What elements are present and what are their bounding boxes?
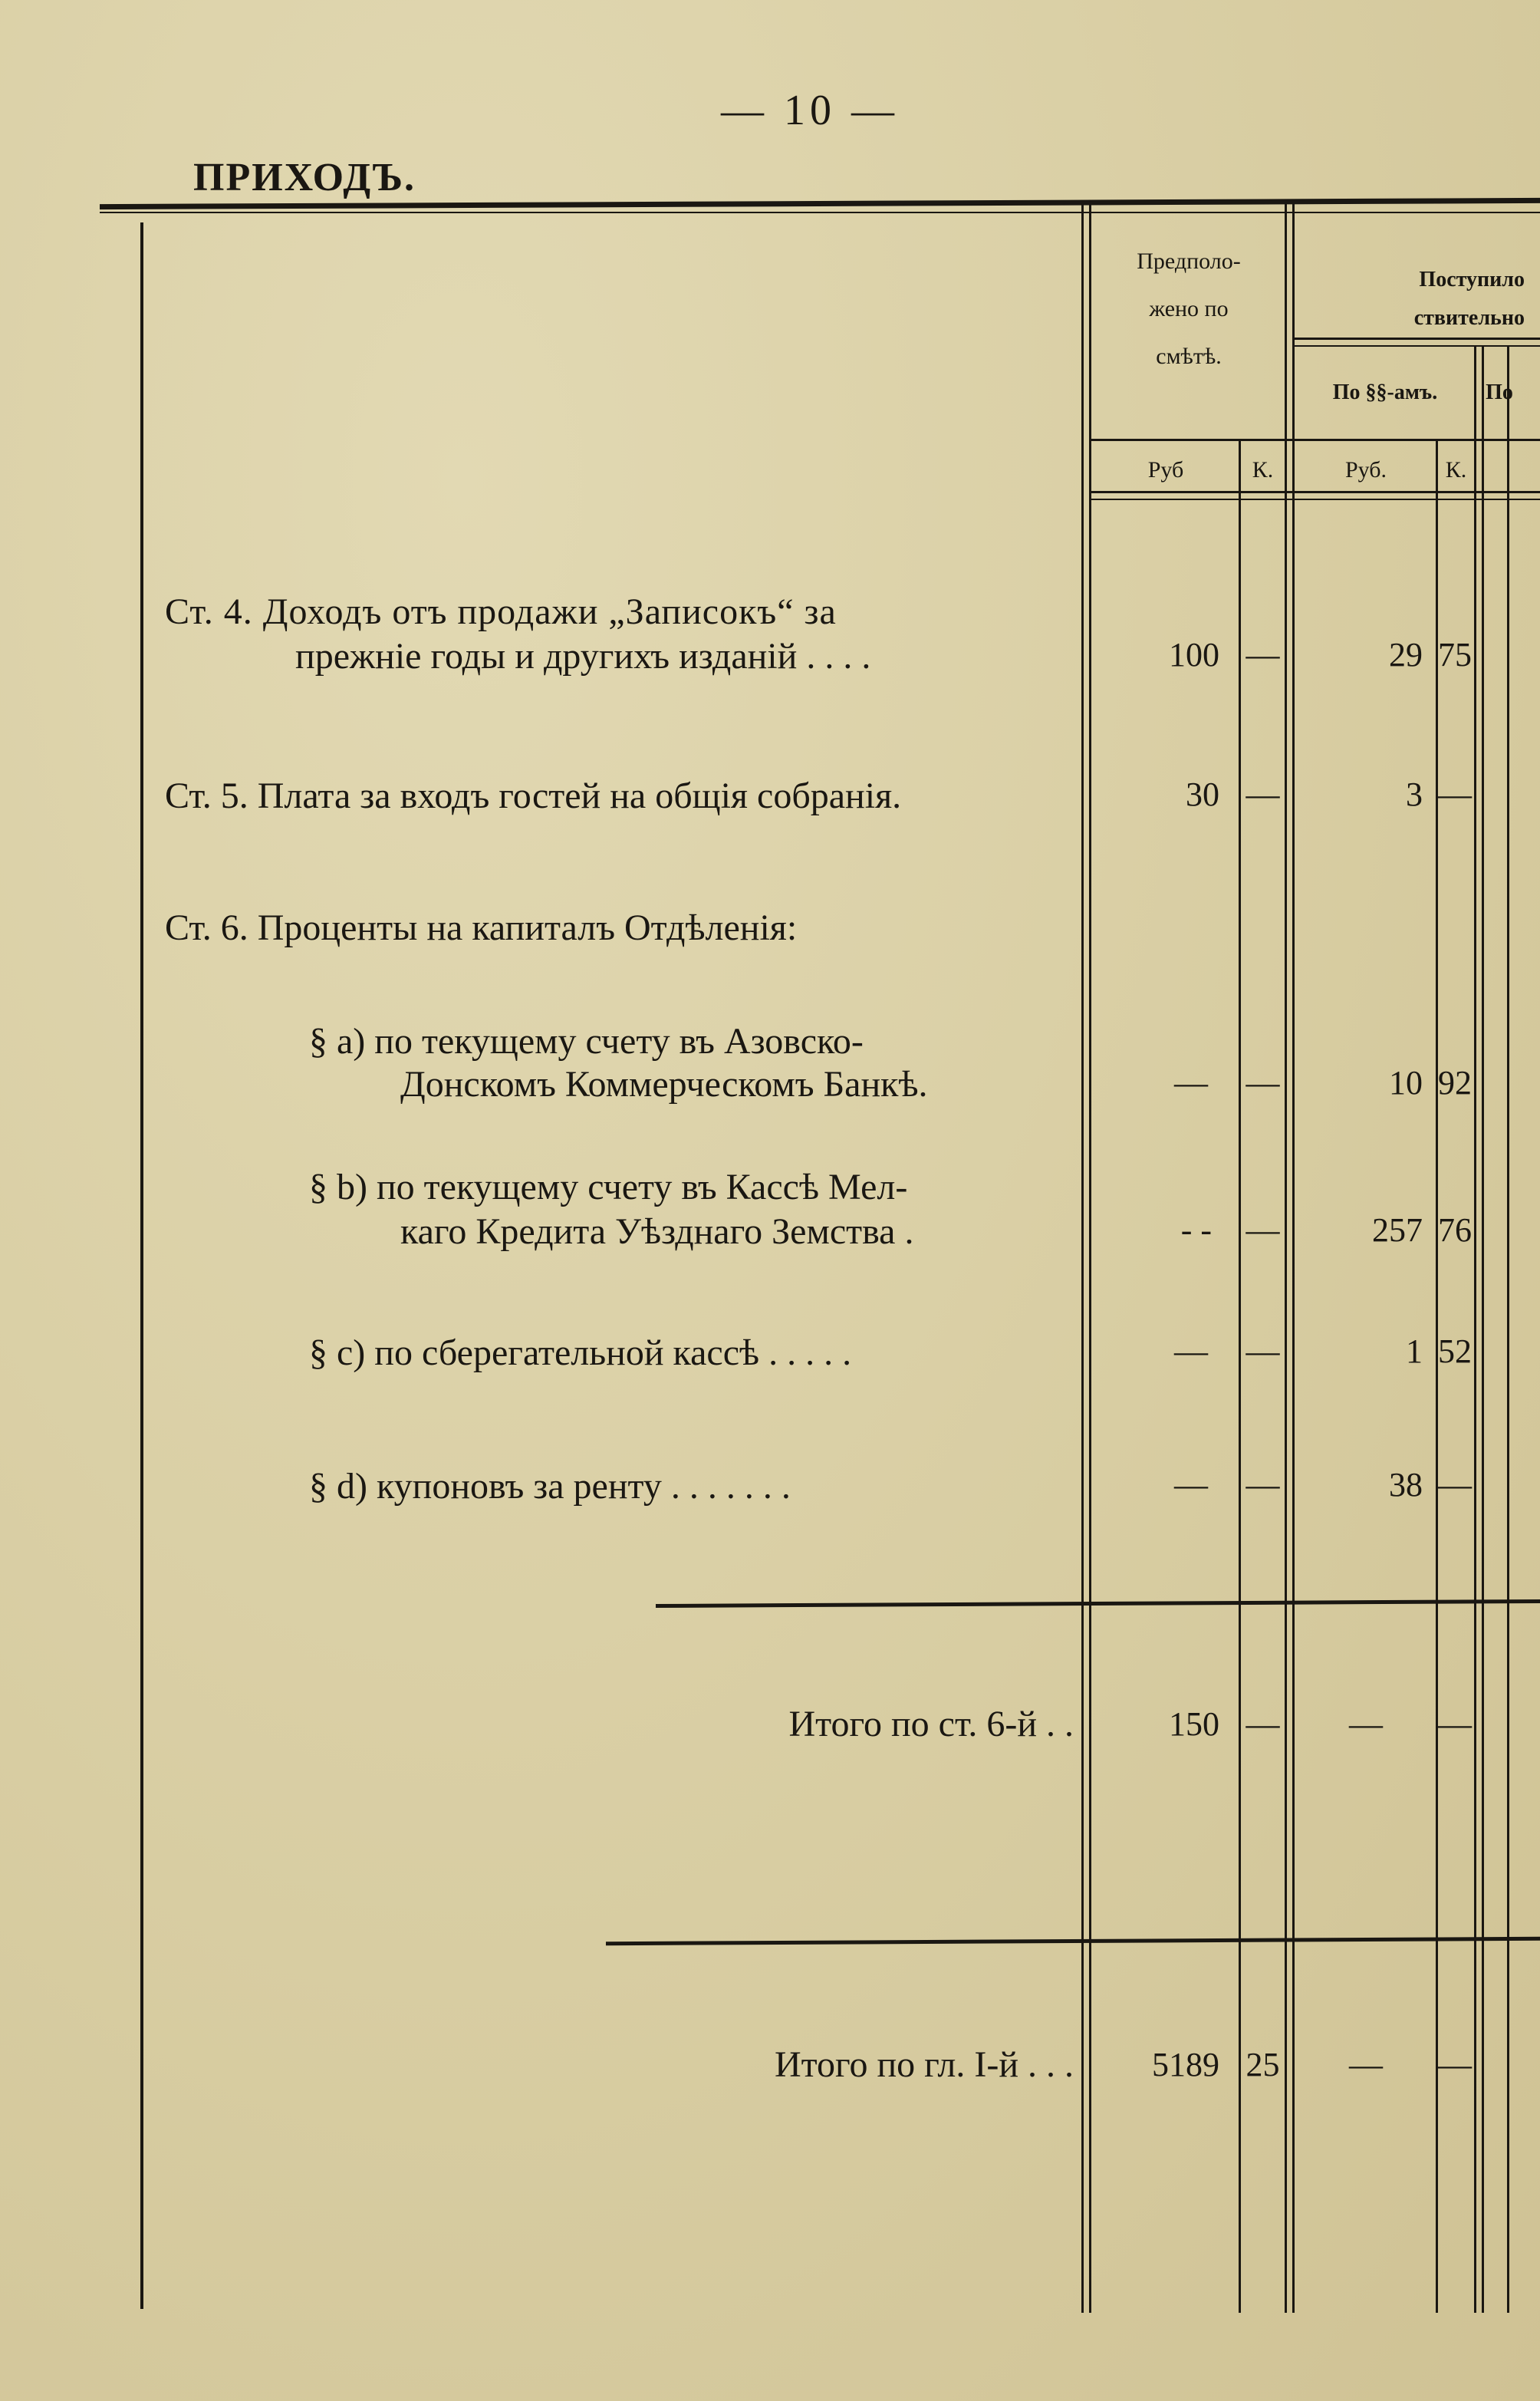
header-bottom-rule2: [1091, 499, 1540, 500]
est-rub: —: [1174, 1064, 1208, 1102]
row-label-line1: Ст. 4. Доходъ отъ продажи „Записокъ“ за: [165, 591, 837, 632]
rec-kop: 75: [1438, 636, 1472, 674]
est-kop: —: [1245, 1705, 1280, 1743]
header-rub: Руб: [1147, 457, 1184, 483]
est-kop: —: [1245, 1211, 1280, 1249]
est-kop: —: [1245, 776, 1280, 813]
subtotal-rule: [656, 1599, 1540, 1608]
col-divider-3b: [1482, 345, 1484, 2313]
est-rub: 30: [1186, 776, 1219, 813]
rec-rub: 3: [1406, 776, 1423, 813]
rec-rub: 1: [1406, 1332, 1423, 1370]
rec-kop: —: [1438, 1466, 1472, 1504]
header-received-rule: [1295, 338, 1540, 340]
header-by-sections: По §§-амъ.: [1332, 380, 1438, 404]
top-rule-thin: [100, 212, 1540, 213]
rec-kop: —: [1438, 776, 1472, 813]
rec-kop: 92: [1438, 1064, 1472, 1102]
row-label-line2: каго Кредита Уѣзднаго Земства .: [400, 1211, 914, 1252]
col-divider-3: [1474, 345, 1476, 2313]
row-label-line1: § c) по сберегательной кассѣ . . . . .: [309, 1332, 852, 1373]
rec-kop: —: [1438, 2046, 1472, 2083]
header-units-rule: [1091, 439, 1540, 441]
row-label-line1: Ст. 6. Проценты на капиталъ Отдѣленія:: [165, 907, 798, 948]
total-label: Итого по гл. I-й . . .: [774, 2044, 1074, 2085]
header-by-cut: По: [1486, 380, 1513, 404]
est-kop: —: [1245, 636, 1280, 674]
est-rub: —: [1174, 1466, 1208, 1504]
col-divider-2: [1285, 203, 1287, 2313]
est-rub: 100: [1169, 636, 1219, 674]
col-divider-kop1: [1239, 441, 1241, 2313]
header-kop: К.: [1252, 457, 1274, 483]
est-kop: —: [1245, 1466, 1280, 1504]
page-number: — 10 —: [721, 87, 899, 134]
header-received: Поступило ствительно: [1413, 268, 1525, 330]
left-border: [140, 222, 143, 2309]
est-rub: - -: [1180, 1211, 1212, 1249]
total-rule: [606, 1937, 1540, 1945]
col-divider-kop2: [1436, 441, 1438, 2313]
total-label: Итого по ст. 6-й . .: [788, 1704, 1074, 1744]
rec-kop: 76: [1438, 1211, 1472, 1249]
est-rub: 5189: [1152, 2046, 1219, 2083]
est-kop: —: [1245, 1064, 1280, 1102]
header-bottom-rule: [1091, 491, 1540, 493]
row-label-line2: прежніе годы и другихъ изданій . . . .: [295, 636, 871, 677]
est-rub: —: [1174, 1332, 1208, 1370]
header-estimated: Предполо- жено по смѣтѣ.: [1137, 249, 1241, 369]
row-label-line1: § b) по текущему счету въ Кассѣ Мел-: [309, 1167, 908, 1207]
row-label-line1: § d) купоновъ за ренту . . . . . . .: [309, 1466, 791, 1507]
col-divider-1: [1081, 203, 1084, 2313]
rec-rub: 10: [1389, 1064, 1423, 1102]
rec-rub: 29: [1389, 636, 1423, 674]
row-label-line1: Ст. 5. Плата за входъ гостей на общія собранія.: [165, 776, 902, 816]
rec-kop: —: [1438, 1705, 1472, 1743]
rec-kop: 52: [1438, 1332, 1472, 1370]
col-divider-1b: [1089, 203, 1091, 2313]
est-rub: 150: [1169, 1705, 1219, 1743]
col-divider-4: [1507, 345, 1509, 2313]
header-kop2: К.: [1445, 457, 1467, 483]
est-kop: 25: [1245, 2046, 1280, 2083]
header-rub2: Руб.: [1344, 457, 1387, 483]
rec-rub: 38: [1389, 1466, 1423, 1504]
est-kop: —: [1245, 1332, 1280, 1370]
page-heading: ПРИХОДЪ.: [193, 156, 416, 199]
header-received-rule2: [1295, 345, 1540, 347]
col-divider-2b: [1292, 203, 1295, 2313]
row-label-line2: Донскомъ Коммерческомъ Банкѣ.: [400, 1064, 928, 1105]
rec-rub: —: [1349, 1705, 1383, 1743]
row-label-line1: § a) по текущему счету въ Азовско-: [309, 1021, 864, 1062]
rec-rub: 257: [1372, 1211, 1423, 1249]
rec-rub: —: [1349, 2046, 1383, 2083]
